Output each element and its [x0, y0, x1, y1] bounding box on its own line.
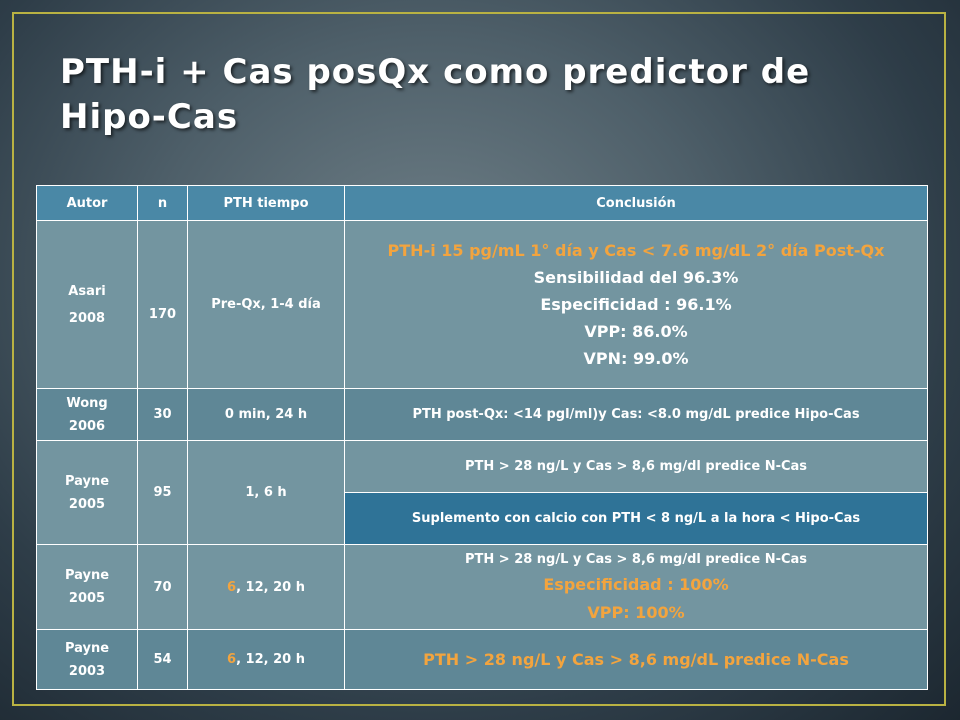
autor-year: 2003 — [68, 663, 106, 679]
cell-n: 95 — [138, 441, 188, 545]
cell-conclusion: PTH post-Qx: <14 pgl/ml)y Cas: <8.0 mg/dL predice Hipo-Cas — [345, 389, 928, 441]
slide-title: PTH-i + Cas posQx como predictor de Hipo-Cas — [60, 52, 811, 137]
cell-pth-tiempo — [188, 630, 345, 690]
table-row — [37, 221, 928, 389]
pth-highlight: 6 — [227, 652, 237, 667]
autor-year: 2005 — [68, 591, 106, 606]
autor-name: Payne — [64, 640, 110, 656]
conclusion-line: Especificidad : 100% — [543, 574, 729, 594]
autor-year: 2008 — [68, 310, 106, 326]
conclusion-line: PTH > 28 ng/L y Cas > 8,6 mg/dl predice N-Cas — [464, 551, 808, 567]
cell-conclusion — [345, 545, 928, 630]
cell-autor — [37, 389, 138, 441]
conclusion-line: PTH-i 15 pg/mL 1° día y Cas < 7.6 mg/dL 2° día Post-Qx — [387, 241, 885, 260]
pth-rest: , 12, 20 h — [236, 652, 305, 667]
table-row — [37, 389, 928, 441]
autor-name: Payne — [64, 568, 110, 583]
cell-n: 30 — [138, 389, 188, 441]
cell-n: 54 — [138, 630, 188, 690]
autor-year: 2006 — [68, 418, 106, 434]
cell-conclusion: PTH > 28 ng/L y Cas > 8,6 mg/dL predice N-Cas — [345, 630, 928, 690]
cell-pth-tiempo: 1, 6 h — [188, 441, 345, 545]
cell-autor — [37, 221, 138, 389]
conclusion-line: VPP: 86.0% — [584, 322, 688, 341]
cell-conclusion: Suplemento con calcio con PTH < 8 ng/L a la hora < Hipo-Cas — [345, 493, 928, 545]
pth-highlight: 6 — [227, 579, 237, 595]
autor-name: Payne — [64, 473, 110, 489]
header-n: n — [138, 186, 188, 221]
header-autor: Autor — [37, 186, 138, 221]
cell-autor — [37, 630, 138, 690]
cell-n: 70 — [138, 545, 188, 630]
study-table — [36, 185, 928, 690]
cell-autor — [37, 545, 138, 630]
cell-conclusion — [345, 221, 928, 389]
header-pth-tiempo: PTH tiempo — [188, 186, 345, 221]
conclusion-line: Sensibilidad del 96.3% — [533, 268, 739, 287]
cell-pth-tiempo: 0 min, 24 h — [188, 389, 345, 441]
header-conclusion: Conclusión — [345, 186, 928, 221]
cell-pth-tiempo: Pre-Qx, 1-4 día — [188, 221, 345, 389]
table-row — [37, 630, 928, 690]
conclusion-line: VPN: 99.0% — [583, 349, 689, 368]
cell-autor — [37, 441, 138, 545]
table-row — [37, 441, 928, 493]
autor-name: Wong — [66, 395, 108, 411]
cell-conclusion: PTH > 28 ng/L y Cas > 8,6 mg/dl predice N-Cas — [345, 441, 928, 493]
conclusion-line: Especificidad : 96.1% — [540, 295, 732, 314]
cell-n: 170 — [138, 221, 188, 389]
pth-rest: , 12, 20 h — [236, 579, 305, 595]
conclusion-line: VPP: 100% — [587, 602, 685, 622]
cell-pth-tiempo — [188, 545, 345, 630]
autor-year: 2005 — [68, 496, 106, 512]
table-header-row — [37, 186, 928, 221]
autor-name: Asari — [68, 283, 106, 299]
table-row — [37, 545, 928, 630]
